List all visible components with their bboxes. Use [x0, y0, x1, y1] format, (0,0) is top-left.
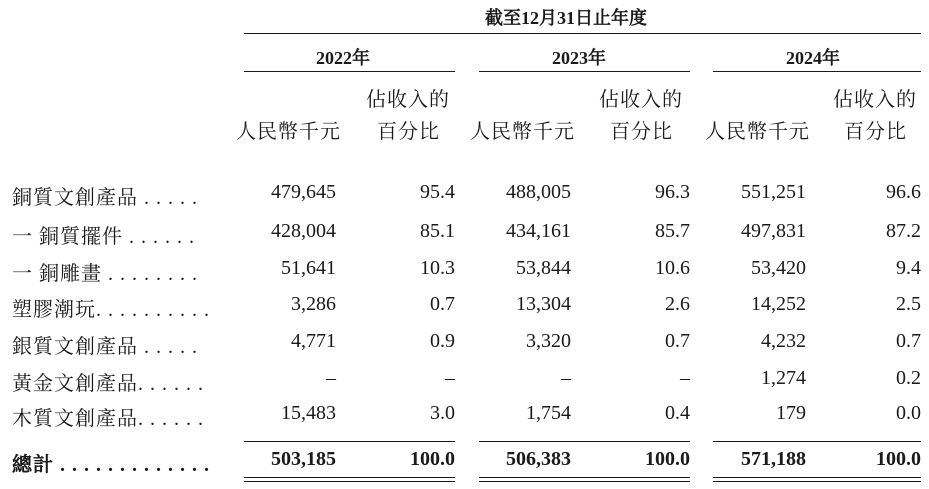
- year-header-2024: 2024年: [786, 48, 840, 68]
- total-pct-cell: 100.0: [410, 448, 455, 470]
- pct-header-line1: 佔收入的: [366, 89, 450, 111]
- amount-cell: 15,483: [281, 402, 336, 424]
- pct-cell: –: [445, 367, 455, 389]
- pct-cell: 0.7: [665, 330, 690, 352]
- pct-cell: 9.4: [896, 257, 921, 279]
- pct-cell: 0.9: [430, 330, 455, 352]
- pct-cell: 0.4: [665, 402, 690, 424]
- total-double-rule-2024: [713, 481, 921, 482]
- total-pct-cell: 100.0: [645, 448, 690, 470]
- total-top-rule-2022: [244, 441, 455, 442]
- row-label: 木質文創產品. . . . . .: [12, 408, 204, 430]
- amount-cell: 4,232: [761, 330, 806, 352]
- pct-cell: 0.7: [430, 293, 455, 315]
- amount-cell: 434,161: [506, 220, 571, 242]
- total-amount-cell: 571,188: [741, 448, 806, 470]
- pct-cell: 2.6: [665, 293, 690, 315]
- amount-header: 人民幣千元: [236, 121, 341, 143]
- pct-cell: 87.2: [886, 220, 921, 242]
- amount-cell: 53,844: [516, 257, 571, 279]
- pct-cell: 85.1: [420, 220, 455, 242]
- amount-cell: 497,831: [741, 220, 806, 242]
- pct-cell: 10.6: [655, 257, 690, 279]
- period-header-rule: [244, 33, 921, 34]
- row-label: 塑膠潮玩. . . . . . . . . .: [12, 299, 210, 321]
- pct-header-line1: 佔收入的: [833, 89, 917, 111]
- amount-cell: 428,004: [271, 220, 336, 242]
- total-double-rule-2024: [713, 477, 921, 478]
- amount-header: 人民幣千元: [470, 121, 575, 143]
- amount-cell: 3,320: [526, 330, 571, 352]
- row-label: 一 銅雕畫 . . . . . . . .: [12, 263, 198, 285]
- amount-cell: 1,274: [761, 367, 806, 389]
- row-label: 銅質文創產品 . . . . .: [12, 187, 198, 209]
- amount-cell: –: [326, 367, 336, 389]
- pct-cell: 0.7: [896, 330, 921, 352]
- pct-header-line2: 百分比: [844, 121, 907, 143]
- total-double-rule-2023: [479, 481, 690, 482]
- pct-cell: 3.0: [430, 402, 455, 424]
- pct-cell: 2.5: [896, 293, 921, 315]
- pct-header-line2: 百分比: [377, 121, 440, 143]
- year-header-2023: 2023年: [552, 48, 606, 68]
- pct-cell: 0.2: [896, 367, 921, 389]
- amount-cell: 3,286: [291, 293, 336, 315]
- amount-cell: 479,645: [271, 181, 336, 203]
- pct-cell: 0.0: [896, 402, 921, 424]
- amount-cell: 51,641: [281, 257, 336, 279]
- year-header-2022: 2022年: [316, 48, 370, 68]
- row-label: 一 銅質擺件 . . . . . .: [12, 226, 195, 248]
- year-rule-2023: [479, 71, 690, 72]
- pct-header-line2: 百分比: [610, 121, 673, 143]
- total-amount-cell: 506,383: [506, 448, 571, 470]
- pct-cell: 95.4: [420, 181, 455, 203]
- amount-cell: 1,754: [526, 402, 571, 424]
- total-top-rule-2023: [479, 441, 690, 442]
- total-top-rule-2024: [713, 441, 921, 442]
- amount-cell: 488,005: [506, 181, 571, 203]
- total-double-rule-2022: [244, 481, 455, 482]
- total-pct-cell: 100.0: [876, 448, 921, 470]
- amount-cell: 53,420: [751, 257, 806, 279]
- amount-cell: 14,252: [751, 293, 806, 315]
- year-rule-2022: [244, 71, 455, 72]
- pct-cell: 85.7: [655, 220, 690, 242]
- total-label: 總計 . . . . . . . . . . . . .: [12, 454, 210, 476]
- year-rule-2024: [713, 71, 921, 72]
- pct-cell: 10.3: [420, 257, 455, 279]
- row-label: 黃金文創產品. . . . . .: [12, 373, 204, 395]
- amount-cell: 13,304: [516, 293, 571, 315]
- amount-cell: 179: [776, 402, 806, 424]
- pct-cell: 96.6: [886, 181, 921, 203]
- total-double-rule-2023: [479, 477, 690, 478]
- amount-header: 人民幣千元: [705, 121, 810, 143]
- pct-header-line1: 佔收入的: [599, 89, 683, 111]
- amount-cell: 4,771: [291, 330, 336, 352]
- amount-cell: 551,251: [741, 181, 806, 203]
- total-amount-cell: 503,185: [271, 448, 336, 470]
- amount-cell: –: [561, 367, 571, 389]
- total-double-rule-2022: [244, 477, 455, 478]
- pct-cell: –: [680, 367, 690, 389]
- row-label: 銀質文創產品 . . . . .: [12, 336, 198, 358]
- pct-cell: 96.3: [655, 181, 690, 203]
- period-header: 截至12月31日止年度: [485, 8, 647, 28]
